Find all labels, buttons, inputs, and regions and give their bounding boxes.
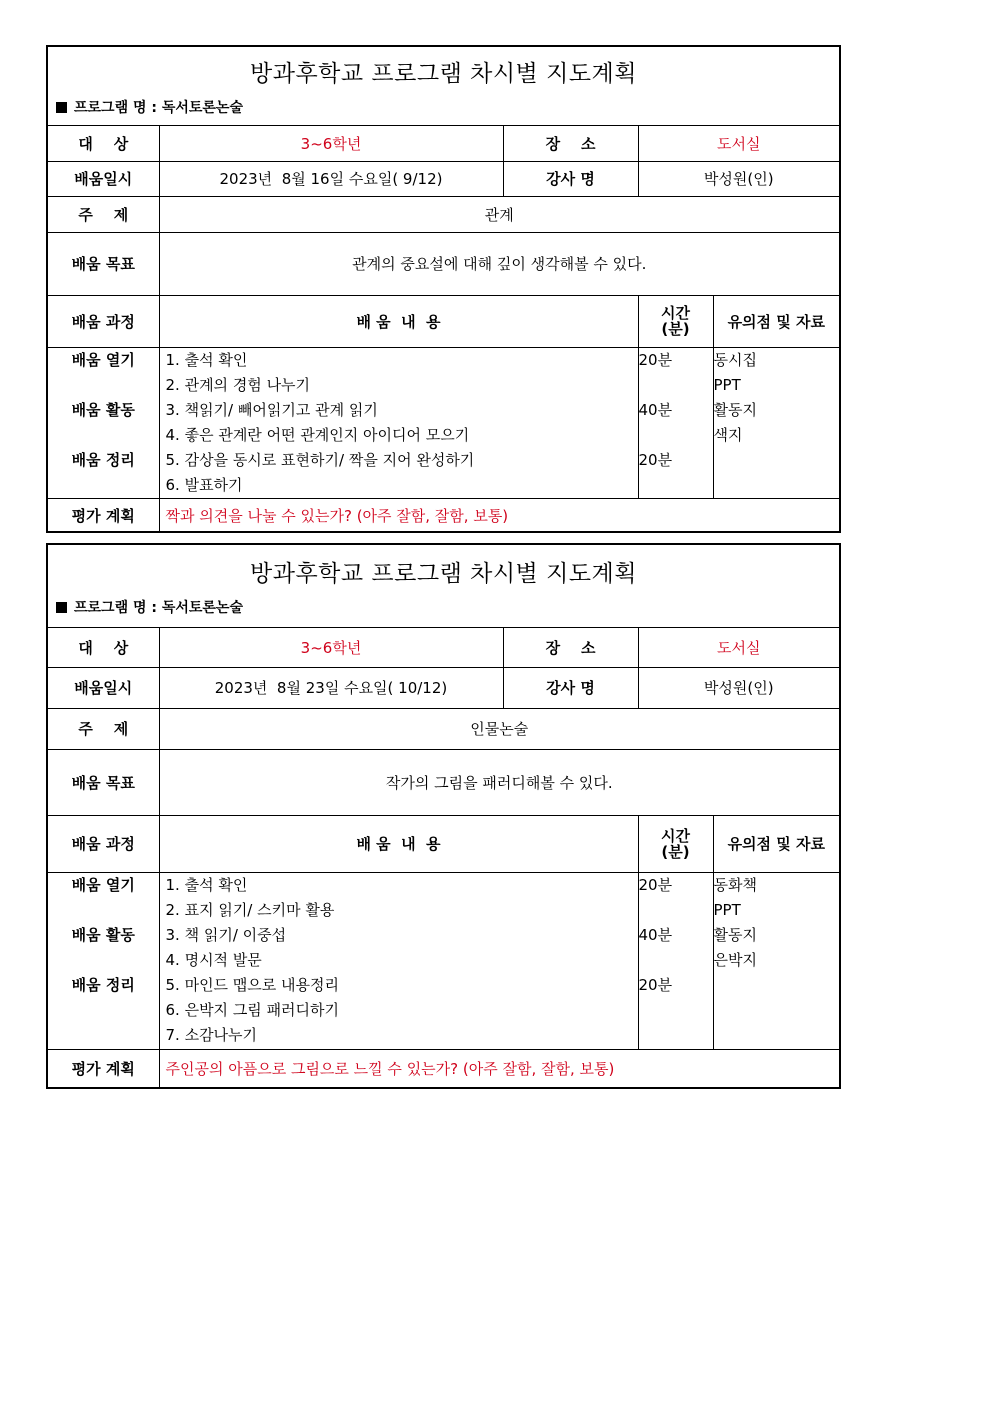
stage-close: 배움 정리 — [71, 450, 135, 469]
plan-title: 방과후학교 프로그램 차시별 지도계획 — [250, 561, 637, 587]
eval-value: 짝과 의견을 나눌 수 있는가? (아주 잘함, 잘함, 보통) — [159, 498, 839, 532]
table-row — [48, 347, 839, 498]
eval-label: 평가 계획 — [48, 1049, 159, 1088]
stage-column — [48, 872, 159, 1049]
table-row — [48, 196, 839, 232]
table-row — [48, 815, 839, 872]
program-name: 프로그램 명 : 독서토론논술 — [56, 597, 243, 617]
teacher-label: 강사 명 — [503, 161, 638, 196]
teacher-label: 강사 명 — [503, 667, 638, 708]
material-item: 은박지 — [713, 950, 757, 969]
table-row — [48, 126, 839, 161]
teacher-value: 박성원(인) — [638, 161, 839, 196]
material-item: 활동지 — [713, 925, 757, 944]
table-row — [48, 667, 839, 708]
plan-table — [48, 628, 839, 1088]
list-item: 5. 감상을 동시로 표현하기/ 짝을 지어 완성하기 — [165, 450, 475, 469]
list-item: 1. 출석 확인 — [165, 350, 248, 369]
teacher-value: 박성원(인) — [638, 667, 839, 708]
eval-value: 주인공의 아픔으로 그림으로 느낄 수 있는가? (아주 잘함, 잘함, 보통) — [159, 1049, 839, 1088]
time-value: 20분 — [638, 450, 673, 469]
content-label: 배 움 내 용 — [159, 295, 638, 347]
time-column — [638, 872, 713, 1049]
content-label: 배 움 내 용 — [159, 815, 638, 872]
list-item: 6. 은박지 그림 패러디하기 — [165, 1000, 340, 1019]
table-row — [48, 628, 839, 667]
time-value: 40분 — [638, 400, 673, 419]
lesson-plan-2 — [46, 543, 841, 1089]
list-item: 2. 관계의 경험 나누기 — [165, 375, 311, 394]
goal-value: 작가의 그림을 패러디해볼 수 있다. — [159, 749, 839, 815]
materials-column — [713, 347, 839, 498]
goal-value: 관계의 중요설에 대해 깊이 생각해볼 수 있다. — [159, 232, 839, 295]
stage-column — [48, 347, 159, 498]
goal-label: 배움 목표 — [48, 232, 159, 295]
time-value: 20분 — [638, 975, 673, 994]
time-value: 40분 — [638, 925, 673, 944]
time-value: 20분 — [638, 875, 673, 894]
list-item: 7. 소감나누기 — [165, 1025, 258, 1044]
topic-value: 관계 — [159, 196, 839, 232]
time-value: 20분 — [638, 350, 673, 369]
table-row — [48, 749, 839, 815]
list-item: 3. 책 읽기/ 이중섭 — [165, 925, 287, 944]
table-row — [48, 295, 839, 347]
table-row — [48, 708, 839, 749]
plan-table — [48, 126, 839, 532]
material-item: 동화책 — [713, 875, 757, 894]
stage-open: 배움 열기 — [71, 350, 135, 369]
square-bullet-icon — [56, 102, 67, 113]
process-label: 배움 과정 — [48, 815, 159, 872]
table-row — [48, 498, 839, 532]
process-label: 배움 과정 — [48, 295, 159, 347]
topic-label: 주 제 — [48, 708, 159, 749]
list-item: 5. 마인드 맵으로 내용정리 — [165, 975, 340, 994]
date-value: 2023년 8월 23일 수요일( 10/12) — [159, 667, 503, 708]
table-row — [48, 232, 839, 295]
material-item: 색지 — [713, 425, 743, 444]
list-item: 4. 명시적 발문 — [165, 950, 262, 969]
goal-label: 배움 목표 — [48, 749, 159, 815]
topic-label: 주 제 — [48, 196, 159, 232]
table-row — [48, 161, 839, 196]
list-item: 4. 좋은 관계란 어떤 관계인지 아이디어 모으기 — [165, 425, 470, 444]
plan-header — [48, 47, 839, 126]
stage-activity: 배움 활동 — [71, 400, 135, 419]
materials-column — [713, 872, 839, 1049]
list-item: 2. 표지 읽기/ 스키마 활용 — [165, 900, 335, 919]
program-name: 프로그램 명 : 독서토론논술 — [56, 97, 243, 117]
list-item: 3. 책읽기/ 빼어읽기고 관계 읽기 — [165, 400, 378, 419]
target-label: 대 상 — [48, 126, 159, 161]
target-value: 3~6학년 — [159, 126, 503, 161]
material-item: 동시집 — [713, 350, 757, 369]
list-item: 6. 발표하기 — [165, 475, 243, 494]
place-value: 도서실 — [638, 628, 839, 667]
notes-label: 유의점 및 자료 — [713, 295, 839, 347]
time-label: 시간 (분) — [638, 815, 713, 872]
table-row — [48, 1049, 839, 1088]
target-label: 대 상 — [48, 628, 159, 667]
stage-open: 배움 열기 — [71, 875, 135, 894]
lesson-plan-1 — [46, 45, 841, 533]
steps-column — [159, 872, 638, 1049]
topic-value: 인물논술 — [159, 708, 839, 749]
list-item: 1. 출석 확인 — [165, 875, 248, 894]
time-column — [638, 347, 713, 498]
date-label: 배움일시 — [48, 667, 159, 708]
material-item: 활동지 — [713, 400, 757, 419]
plan-title: 방과후학교 프로그램 차시별 지도계획 — [250, 61, 637, 87]
square-bullet-icon — [56, 602, 67, 613]
notes-label: 유의점 및 자료 — [713, 815, 839, 872]
date-label: 배움일시 — [48, 161, 159, 196]
eval-label: 평가 계획 — [48, 498, 159, 532]
stage-close: 배움 정리 — [71, 975, 135, 994]
material-item: PPT — [713, 375, 741, 394]
place-value: 도서실 — [638, 126, 839, 161]
target-value: 3~6학년 — [159, 628, 503, 667]
stage-activity: 배움 활동 — [71, 925, 135, 944]
date-value: 2023년 8월 16일 수요일( 9/12) — [159, 161, 503, 196]
table-row — [48, 872, 839, 1049]
place-label: 장 소 — [503, 126, 638, 161]
place-label: 장 소 — [503, 628, 638, 667]
plan-header — [48, 545, 839, 628]
steps-column — [159, 347, 638, 498]
material-item: PPT — [713, 900, 741, 919]
time-label: 시간 (분) — [638, 295, 713, 347]
